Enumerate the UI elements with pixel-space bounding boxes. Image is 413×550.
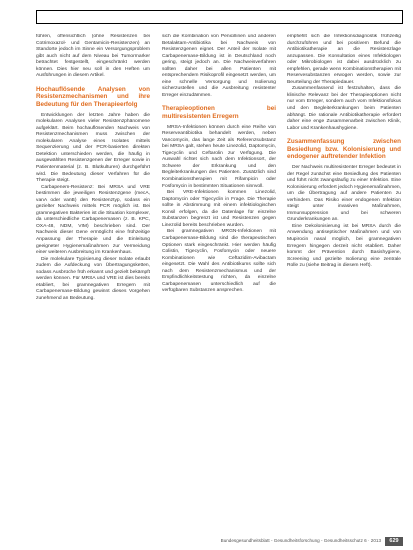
body-paragraph: Die molekulare Typisierung dieser Isolate erlaubt zudem die Aufdeckung von Übertragungsketten, sodass Ausbrüche früh erkannt und gezielt bekämpft werden können. Für MRSA und VRE ist dies bereits etabliert, bei gramnegativen Erregern mit Carbapenemase-Bildung gewinnt dieses Vorgehen zunehmend an Bedeutung. xyxy=(36,256,150,301)
body-paragraph: Eine Dekolonisierung ist bei MRSA durch die Anwendung antiseptischer Maßnahmen und von Mupirocin nasal möglich, bei gramnegativen Erregern hingegen derzeit nicht etabliert. Daher kommt der Prävention durch Basishygiene, Screening und gezielte Isolierung eine zentrale Rolle zu (siehe Beitrag in diesem Heft). xyxy=(287,223,401,269)
section-heading: Hochauflösende Analysen von Resistenzmechanismen und ihre Bedeutung für den Therapieerfolg xyxy=(36,85,150,109)
section-heading: Therapieoptionen bei multiresistenten Erregern xyxy=(162,105,276,121)
body-paragraph: Zusammenfassend ist festzuhalten, dass die klinische Relevanz bei der Therapieoptionen nicht nur vom Erreger, sondern auch vom Infektionsfokus und den Begleiterkrankungen beim Patienten abhängt. Die rationale Antibiotikatherapie erfordert daher eine enge Zusammenarbeit zwischen Klinik, Labor und Krankenhaushygiene. xyxy=(287,86,401,131)
body-paragraph: MRSA-Infektionen können durch eine Reihe von Reserveantibiotika behandelt werden, neben Vancomycin, das lange Zeit als Referenzsubstanz bei MRSA galt, stehen heute Linezolid, Daptomycin, Tigecyclin und Ceftarolin zur Verfügung. Die Auswahl richtet sich nach dem Infektionsort, der Schwere der Erkrankung und den Begleiterkrankungen des Patienten. Zusätzlich sind Kombinationstherapien mit Rifampicin oder Fosfomycin in bestimmten Situationen sinnvoll. xyxy=(162,124,276,189)
body-paragraph: Carbapenem-Resistenz: Bei MRSA und VRE bestimmen die jeweiligen Resistenzgene (mecA, vanA oder vanB) den Resistenztyp, sodass ein gezielter Nachweis mittels PCR möglich ist. Bei gramnegativen Bakterien ist die Situation komplexer, da unterschiedliche Carbapenemasen (z. B. KPC, OXA-48, NDM, VIM) beschrieben sind. Der Nachweis dieser Gene ermöglicht eine frühzeitige Anpassung der Therapie und die Einleitung geeigneter Hygienemaßnahmen zur Vermeidung einer weiteren Ausbreitung im Krankenhaus. xyxy=(36,184,150,256)
header-bar xyxy=(36,10,403,24)
body-paragraph: Entwicklungen der letzten Jahre haben die molekularen Analysen vieler Resistenzphänomene aufgeklärt. Beim hochauflösenden Nachweis von Resistenzmechanismen muss zwischen der molekularen Analyse eines Isolates mittels Sequenzierung und der PCR-basierten direkten Detektion unterschieden werden, die häufig in ausgewählten Resistenzgenen der Erreger sowie in Patientenmaterial (z. B. Blutkulturen) durchgeführt wird. Die Bedeutung dieser Verfahren für die Therapie steigt. xyxy=(36,112,150,184)
text-column-3 xyxy=(287,34,401,270)
body-paragraph: Bei gramnegativen MRGN-Infektionen mit Carbapenemase-Bildung sind die therapeutischen Optionen stark eingeschränkt. Hier werden häufig Colistin, Tigecyclin, Fosfomycin oder neuere Kombinationen wie Ceftazidim-Avibactam eingesetzt. Die Wahl des Antibiotikums sollte sich nach dem Resistenzmechanismus und der Empfindlichkeitstestung richten, da einzelne Carbapenemasen unterschiedlich auf die verfügbaren Substanzen ansprechen. xyxy=(162,229,276,294)
body-paragraph: führen, offensichtlich (ohne Resistenzen bei Cotrimoxazol- und Gentamicin-Resistenzen) an Standorte jedoch im Sinne ein Versorgungsproblem gibt auch nicht auf dem Niveau bei Tumormarker betrachtet festgestellt, eingeschränkt werden können. Dies hier neu soll in den Heften um Ausführungen in diesem Artikel. xyxy=(36,34,150,79)
journal-citation: Bundesgesundheitsblatt - Gesundheitsforschung - Gesundheitsschutz 6 · 2013 xyxy=(220,538,381,543)
body-paragraph: empfiehlt sich die Infektionsdiagnostik frühzeitig durchzuführen und bei positivem Befund die Antibiotikatherapie an die Resistenzlage anzupassen. Die Konsultation eines Infektiologen oder Mikrobiologen ist dabei ausdrücklich zu empfehlen, gerade wenn Kombinationstherapien mit Reservesubstanzen erwogen werden, sowie zur Beurteilung der Therapiedauer. xyxy=(287,34,401,85)
text-column-1 xyxy=(36,34,150,302)
page-footer xyxy=(36,537,403,547)
page-number: 629 xyxy=(385,537,403,546)
body-paragraph: sich die Kombination von Penicillinen und anderen Betalaktam-Antibiotika bei Nachweis von Resistenzgenen eignet. Der Anteil der Isolate mit Carbapenemase-Bildung ist in Deutschland noch gering, steigt jedoch an. Die Nachweisverfahren sollten daher bei allen Patienten mit entsprechendem Risikoprofil eingesetzt werden, um eine schnelle Versorgung und Isolierung sicherzustellen und die Ausbreitung resistenter Erreger einzudämmen. xyxy=(162,34,276,98)
body-paragraph: Bei VRE-Infektionen kommen Linezolid, Daptomycin oder Tigecyclin in Frage. Die Therapie sollte in Abstimmung mit einem infektiologischen Konsil erfolgen, da die Datenlage für einzelne Substanzen begrenzt ist und Resistenzen gegen Linezolid bereits beschrieben wurden. xyxy=(162,190,276,228)
text-column-2 xyxy=(162,34,276,295)
section-heading: Zusammenfassung zwischen Besiedlung bzw. Kolonisierung und endogener auftretender Infektion xyxy=(287,138,401,161)
body-paragraph: Der Nachweis multiresistenter Erreger bedeutet in der Regel zunächst eine Besiedlung des Patienten und führt nicht zwangsläufig zu einer Infektion. Eine Kolonisierung erfordert jedoch Hygienemaßnahmen, um die Übertragung auf andere Patienten zu verhindern. Das Risiko einer endogenen Infektion steigt unter invasiven Maßnahmen, Immunsuppression und bei schweren Grunderkrankungen an. xyxy=(287,164,401,223)
